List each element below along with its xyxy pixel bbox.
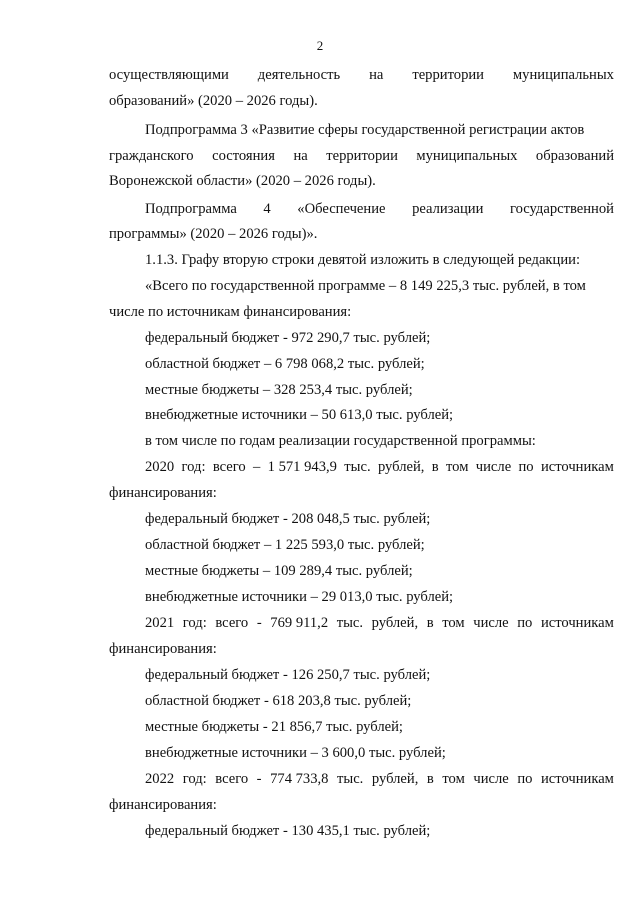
text-line xyxy=(145,458,614,476)
text-word: на xyxy=(369,67,384,83)
text-word: числе xyxy=(473,771,509,787)
text-word: осуществляющими xyxy=(109,67,229,83)
text-word: государственной xyxy=(509,201,614,217)
text-word: 2022 xyxy=(145,771,175,787)
text-word: реализации xyxy=(412,201,484,217)
text-word: «Обеспечение xyxy=(297,201,386,217)
text-word: образований xyxy=(535,148,614,164)
text-word: Подпрограмма xyxy=(145,201,237,217)
text-word: муниципальных xyxy=(416,148,518,164)
text-word: по xyxy=(517,771,533,787)
text-line: программы» (2020 – 2026 годы)». xyxy=(109,226,318,242)
text-word: год: xyxy=(181,459,206,475)
text-word: рублей, xyxy=(377,459,425,475)
text-line: числе по источникам финансирования: xyxy=(109,304,352,320)
text-word: 4 xyxy=(263,201,271,217)
text-word: том xyxy=(446,459,469,475)
text-line xyxy=(109,147,614,165)
text-word: 1 571 943,9 xyxy=(267,459,337,475)
text-line: финансирования: xyxy=(109,641,217,657)
text-line: образований» (2020 – 2026 годы). xyxy=(109,93,318,109)
text-word: территории xyxy=(412,67,484,83)
text-line: местные бюджеты – 328 253,4 тыс. рублей; xyxy=(145,382,413,398)
text-word: всего xyxy=(215,771,249,787)
text-word: числе xyxy=(475,459,512,475)
text-word: источникам xyxy=(540,771,614,787)
text-word: 769 911,2 xyxy=(270,615,329,631)
text-line: местные бюджеты – 109 289,4 тыс. рублей; xyxy=(145,563,413,579)
text-word: год: xyxy=(182,615,207,631)
text-word: всего xyxy=(215,615,249,631)
text-word: - xyxy=(256,771,262,787)
text-word: по xyxy=(518,459,534,475)
text-word: территории xyxy=(326,148,398,164)
text-line: федеральный бюджет - 972 290,7 тыс. рублей; xyxy=(145,330,431,346)
text-word: 774 733,8 xyxy=(270,771,329,787)
text-word: рублей, xyxy=(371,615,419,631)
text-word: том xyxy=(442,615,465,631)
text-line xyxy=(109,66,614,84)
text-word: состояния xyxy=(212,148,275,164)
text-word: тыс. xyxy=(337,771,364,787)
text-line: Подпрограмма 3 «Развитие сферы государственной регистрации актов xyxy=(145,122,585,138)
text-word: гражданского xyxy=(109,148,194,164)
text-word: в xyxy=(431,459,439,475)
text-word: числе xyxy=(473,615,509,631)
text-word: муниципальных xyxy=(512,67,614,83)
text-line xyxy=(145,200,614,218)
page-number: 2 xyxy=(316,38,324,53)
text-line: федеральный бюджет - 130 435,1 тыс. рублей; xyxy=(145,823,431,839)
text-line: областной бюджет – 1 225 593,0 тыс. рублей; xyxy=(145,537,425,553)
text-line: федеральный бюджет - 208 048,5 тыс. рублей; xyxy=(145,511,431,527)
text-line: «Всего по государственной программе – 8 149 225,3 тыс. рублей, в том xyxy=(145,278,586,294)
text-word: тыс. xyxy=(344,459,371,475)
text-line: федеральный бюджет - 126 250,7 тыс. рублей; xyxy=(145,667,431,683)
text-word: источникам xyxy=(540,615,614,631)
text-line: областной бюджет – 6 798 068,2 тыс. рублей; xyxy=(145,356,425,372)
text-line: в том числе по годам реализации государственной программы: xyxy=(145,433,536,449)
text-word: всего xyxy=(212,459,246,475)
text-word: рублей, xyxy=(371,771,419,787)
text-word: 2020 xyxy=(145,459,175,475)
text-line: внебюджетные источники – 29 013,0 тыс. рублей; xyxy=(145,589,454,605)
text-word: – xyxy=(253,459,261,475)
text-word: деятельность xyxy=(257,67,341,83)
text-word: 2021 xyxy=(145,615,175,631)
text-line: финансирования: xyxy=(109,485,217,501)
text-word: том xyxy=(442,771,465,787)
text-line: областной бюджет - 618 203,8 тыс. рублей; xyxy=(145,693,412,709)
text-line: 1.1.3. Графу вторую строки девятой изложить в следующей редакции: xyxy=(145,252,581,268)
text-line xyxy=(145,614,614,632)
text-word: в xyxy=(426,615,434,631)
text-word: год: xyxy=(182,771,207,787)
text-word: в xyxy=(426,771,434,787)
text-word: на xyxy=(293,148,308,164)
text-line: Воронежской области» (2020 – 2026 годы). xyxy=(109,173,376,189)
text-line: внебюджетные источники – 50 613,0 тыс. рублей; xyxy=(145,407,454,423)
text-line: внебюджетные источники – 3 600,0 тыс. рублей; xyxy=(145,745,446,761)
text-line xyxy=(145,770,614,788)
text-word: - xyxy=(256,615,262,631)
text-word: тыс. xyxy=(336,615,364,631)
text-word: по xyxy=(517,615,533,631)
text-line: местные бюджеты - 21 856,7 тыс. рублей; xyxy=(145,719,403,735)
text-line: финансирования: xyxy=(109,797,217,813)
text-word: источникам xyxy=(540,459,614,475)
